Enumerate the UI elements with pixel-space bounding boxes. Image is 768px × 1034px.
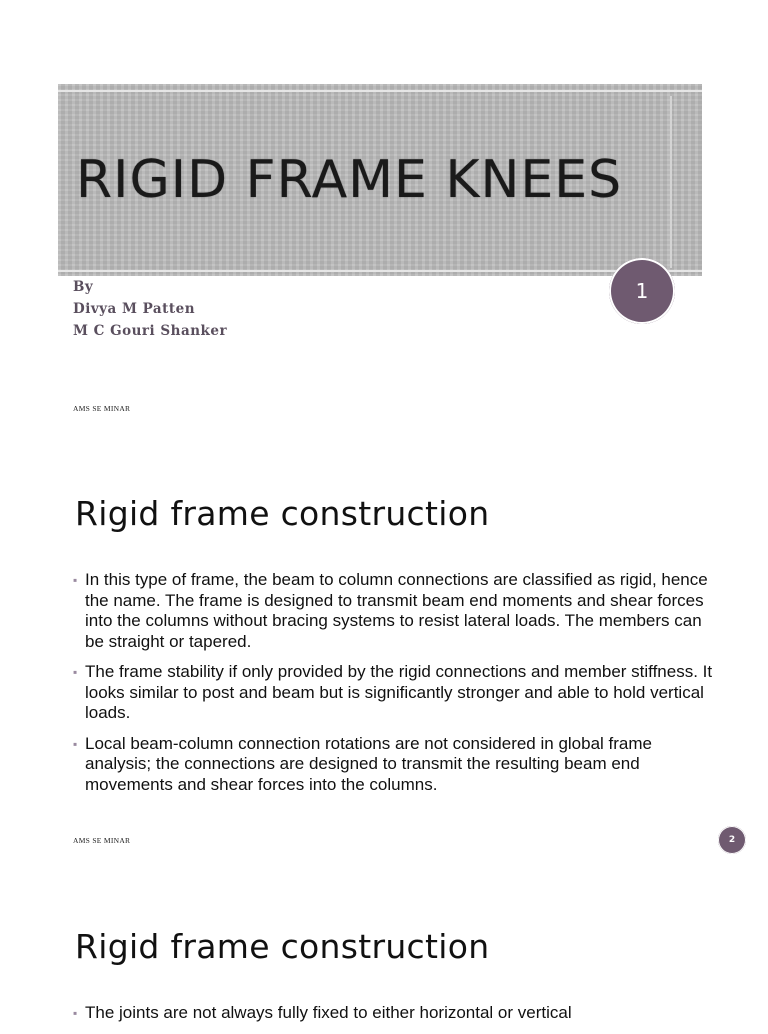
bullet-list <box>73 570 713 805</box>
bullet-text: In this type of frame, the beam to column connections are classified as rigid, hence the name. The frame is designed to transmit beam end moments and shear forces into the columns without bracing systems to resist lateral loads. The members can be straight or tapered. <box>85 570 708 651</box>
slide-1 <box>0 0 768 430</box>
author-name: M C Gouri Shanker <box>73 323 228 339</box>
slide-3 <box>0 875 768 1024</box>
list-item <box>73 734 713 796</box>
bullet-text: The frame stability if only provided by the rigid connections and member stiffness. It looks similar to post and beam but is significantly stronger and able to hold vertical loads. <box>85 662 713 722</box>
list-item <box>73 570 713 652</box>
page-number: 2 <box>728 835 736 845</box>
slide-footer: AMS SE MINAR <box>73 836 131 845</box>
page-number: 1 <box>635 279 649 303</box>
bullet-square-icon: ▪ <box>73 665 78 679</box>
bullet-text: Local beam-column connection rotations are not considered in global frame analysis; the connections are designed to transmit the resulting beam end movements and shear forces into the columns. <box>85 733 652 794</box>
bullet-text: The joints are not always fully fixed to either horizontal or vertical <box>85 1003 572 1022</box>
band-line-bottom <box>58 270 702 272</box>
page-number-badge <box>609 258 675 324</box>
band-line-top <box>58 90 702 92</box>
deck-title: RIGID FRAME KNEES <box>76 150 623 210</box>
title-band <box>58 84 702 276</box>
authors <box>73 276 227 342</box>
list-item <box>73 662 713 724</box>
bullet-square-icon: ▪ <box>73 573 78 587</box>
list-item <box>73 1003 713 1024</box>
bullet-list <box>73 1003 713 1034</box>
bullet-square-icon: ▪ <box>73 736 78 751</box>
authors-by: By <box>73 279 94 295</box>
bullet-square-icon: ▪ <box>73 1006 78 1020</box>
page-number-badge <box>718 826 746 854</box>
slide-title: Rigid frame construction <box>75 494 490 533</box>
slide-title: Rigid frame construction <box>75 927 490 966</box>
slide-footer: AMS SE MINAR <box>73 404 131 413</box>
slide-2 <box>0 430 768 875</box>
band-vertical-bar <box>670 96 672 268</box>
author-name: Divya M Patten <box>73 301 196 317</box>
